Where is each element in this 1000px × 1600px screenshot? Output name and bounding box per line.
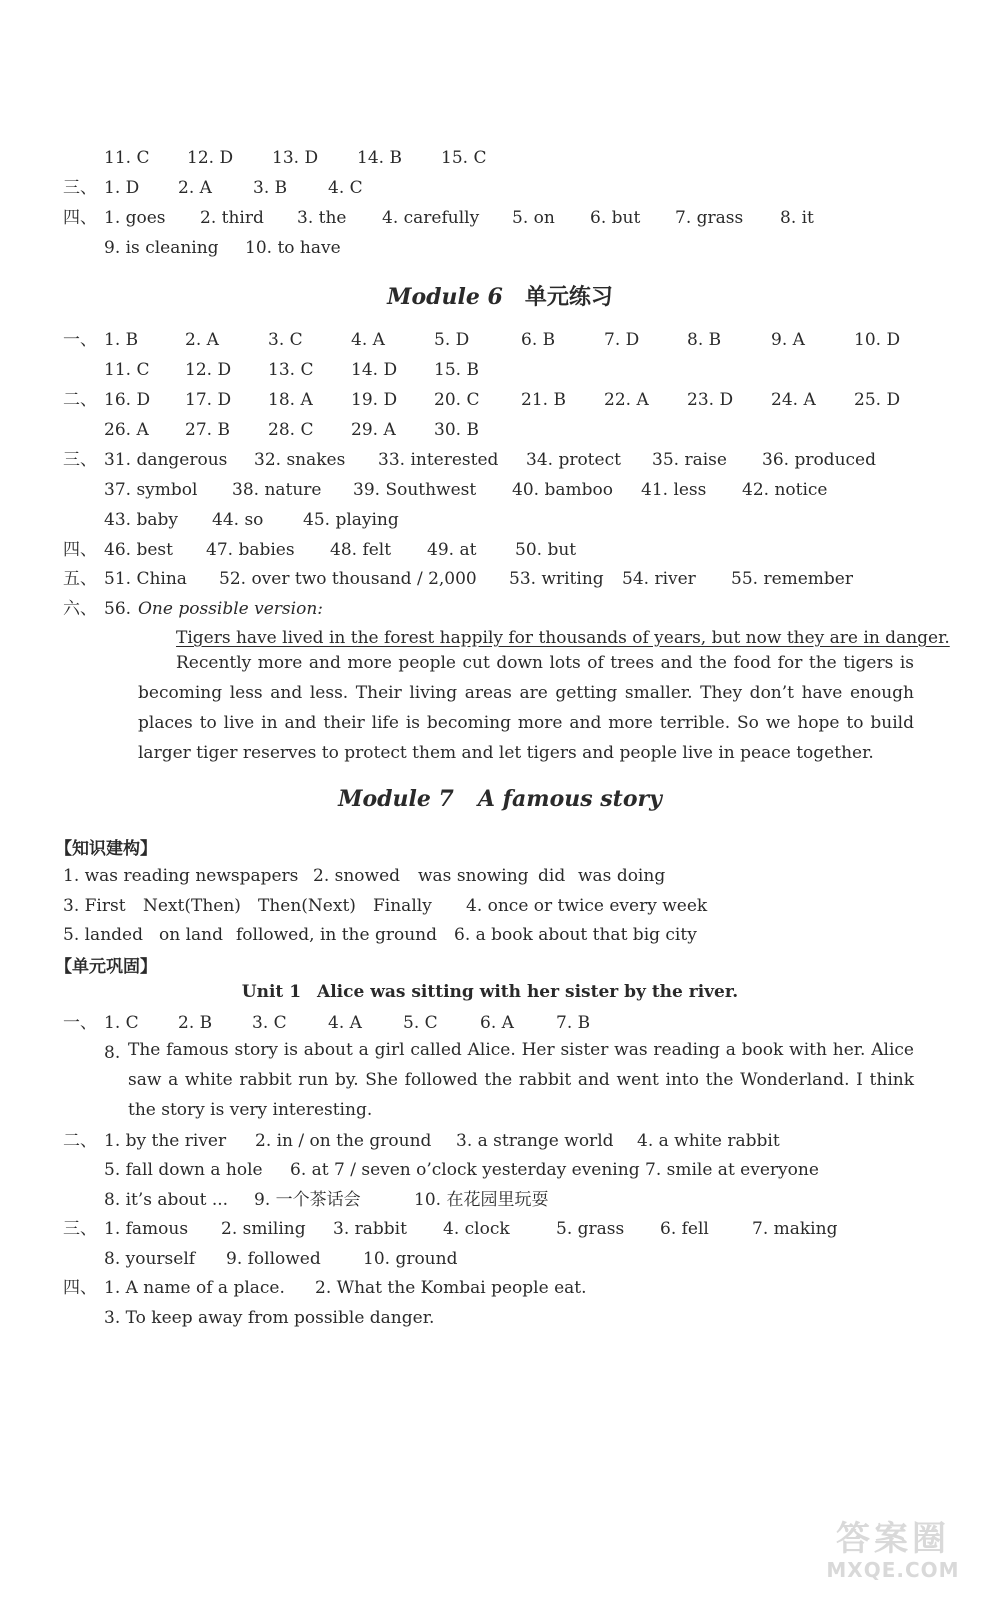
u1-s2-row2 bbox=[0, 1158, 1000, 1182]
answer-item: was snowing bbox=[418, 866, 529, 886]
answer-item: 2. smiling bbox=[221, 1219, 306, 1239]
answer-item: 5. C bbox=[403, 1013, 438, 1033]
section-bracket-consolidation: 【单元巩固】 bbox=[55, 957, 157, 977]
m6-s1-row2 bbox=[0, 358, 1000, 382]
m6-s1-row1 bbox=[0, 328, 1000, 352]
answer-item: 10. ground bbox=[363, 1249, 458, 1269]
module7-title bbox=[0, 786, 1000, 812]
u1-s3-row1 bbox=[0, 1217, 1000, 1241]
answer-item: 3. a strange world bbox=[456, 1131, 614, 1151]
answer-item: 8. it’s about ... bbox=[104, 1190, 229, 1210]
answer-item: 4. once or twice every week bbox=[466, 896, 708, 916]
top-row-4 bbox=[0, 236, 1000, 260]
site-watermark bbox=[808, 1520, 978, 1590]
answer-item: 45. playing bbox=[303, 510, 399, 530]
u1-q8-num: 8. bbox=[104, 1043, 121, 1063]
answer-item: 2. third bbox=[200, 208, 264, 228]
section-bracket-knowledge: 【知识建构】 bbox=[55, 839, 157, 859]
answer-item: 7. making bbox=[752, 1219, 838, 1239]
section-label: 一、 bbox=[63, 330, 97, 350]
answer-item: 31. dangerous bbox=[104, 450, 228, 470]
answer-item: 14. D bbox=[351, 360, 398, 380]
answer-item: 26. A bbox=[104, 420, 149, 440]
answer-item: 46. best bbox=[104, 540, 173, 560]
module6-title-en: Module 6 bbox=[387, 284, 503, 310]
answer-item: 53. writing bbox=[509, 569, 604, 589]
answer-item: 22. A bbox=[604, 390, 649, 410]
answer-item: 10. D bbox=[854, 330, 901, 350]
answer-item: 7. smile at everyone bbox=[645, 1160, 819, 1180]
answer-item: 23. D bbox=[687, 390, 734, 410]
answer-item: 1. D bbox=[104, 178, 140, 198]
answer-item: 6. a book about that big city bbox=[454, 925, 697, 945]
m6-s3-row2 bbox=[0, 478, 1000, 502]
answer-item: 3. To keep away from possible danger. bbox=[104, 1308, 435, 1328]
answer-item: 11. C bbox=[104, 148, 150, 168]
section-label: 二、 bbox=[63, 1131, 97, 1151]
answer-item: 49. at bbox=[427, 540, 477, 560]
answer-item: 8. it bbox=[780, 208, 814, 228]
answer-item: 8. yourself bbox=[104, 1249, 196, 1269]
m6-s3-row1 bbox=[0, 448, 1000, 472]
m6-s2-row2 bbox=[0, 418, 1000, 442]
answer-item: 39. Southwest bbox=[353, 480, 477, 500]
m6-s5-row1 bbox=[0, 567, 1000, 591]
answer-item: 12. D bbox=[185, 360, 232, 380]
answer-item: 7. D bbox=[604, 330, 640, 350]
answer-item: 1. was reading newspapers bbox=[63, 866, 299, 886]
section-label: 四、 bbox=[63, 1278, 97, 1298]
answer-item: 2. in / on the ground bbox=[255, 1131, 432, 1151]
answer-item: 37. symbol bbox=[104, 480, 198, 500]
module6-title-cn: 单元练习 bbox=[524, 284, 613, 310]
section-label: 四、 bbox=[63, 540, 97, 560]
answer-item: 21. B bbox=[521, 390, 566, 410]
answer-item: 3. B bbox=[253, 178, 288, 198]
answer-item: 13. D bbox=[272, 148, 319, 168]
answer-item: 42. notice bbox=[742, 480, 828, 500]
answer-item: 9. followed bbox=[226, 1249, 321, 1269]
answer-item: 2. snowed bbox=[313, 866, 401, 886]
answer-item: 41. less bbox=[641, 480, 707, 500]
answer-item: 6. at 7 / seven o’clock yesterday evening bbox=[290, 1160, 640, 1180]
answer-item: 2. A bbox=[178, 178, 212, 198]
answer-item: 1. A name of a place. bbox=[104, 1278, 285, 1298]
section-label: 三、 bbox=[63, 1219, 97, 1239]
u1-s4-row2 bbox=[0, 1306, 1000, 1330]
answer-item: 4. clock bbox=[443, 1219, 510, 1239]
answer-item: 4. C bbox=[328, 178, 363, 198]
answer-item: 2. A bbox=[185, 330, 219, 350]
answer-item: 10. 在花园里玩耍 bbox=[414, 1190, 549, 1210]
essay-paragraph: Recently more and more people cut down lots of trees and the food for the tigers is becoming less and less. Their living areas are getting smaller. They don’t have enough places to live in and their life is becoming more and more terrible. So we hope to build larger tiger reserves to protect them and let tigers and people live in peace together. bbox=[138, 653, 914, 763]
answer-item: 1. by the river bbox=[104, 1131, 227, 1151]
answer-item: 20. C bbox=[434, 390, 480, 410]
answer-item: 6. fell bbox=[660, 1219, 709, 1239]
answer-item: Then(Next) bbox=[258, 896, 356, 916]
answer-item: 15. B bbox=[434, 360, 479, 380]
answer-item: 3. C bbox=[252, 1013, 287, 1033]
m7-k-row2 bbox=[0, 894, 1000, 918]
answer-item: 34. protect bbox=[526, 450, 621, 470]
answer-item: 6. B bbox=[521, 330, 556, 350]
answer-item: on land bbox=[159, 925, 223, 945]
answer-item: 35. raise bbox=[652, 450, 727, 470]
top-row-2 bbox=[0, 176, 1000, 200]
answer-item: 9. A bbox=[771, 330, 805, 350]
answer-item: 7. B bbox=[556, 1013, 591, 1033]
answer-item: 29. A bbox=[351, 420, 396, 440]
answer-item: 24. A bbox=[771, 390, 816, 410]
answer-item: 11. C bbox=[104, 360, 150, 380]
answer-item: 38. nature bbox=[232, 480, 322, 500]
answer-item: did bbox=[538, 866, 566, 886]
watermark-logo-text: 答案圈 bbox=[836, 1519, 950, 1559]
answer-item: 30. B bbox=[434, 420, 479, 440]
answer-item: 4. a white rabbit bbox=[637, 1131, 780, 1151]
answer-item: 6. A bbox=[480, 1013, 514, 1033]
answer-item: 16. D bbox=[104, 390, 151, 410]
u1-q8-answer: The famous story is about a girl called Alice. Her sister was reading a book with her. Alice saw a white rabbit run by. She followed the rabbit and went into the Wonderland. I think the story is very interesting. bbox=[128, 1040, 914, 1120]
answer-item: 5. landed bbox=[63, 925, 143, 945]
u1-s4-row1 bbox=[0, 1276, 1000, 1300]
u1-s3-row2 bbox=[0, 1247, 1000, 1271]
answer-item: 43. baby bbox=[104, 510, 178, 530]
answer-item: 10. to have bbox=[245, 238, 341, 258]
answer-item: 1. famous bbox=[104, 1219, 189, 1239]
answer-item: 4. A bbox=[328, 1013, 362, 1033]
m7-k-row1 bbox=[0, 864, 1000, 888]
answer-item: 28. C bbox=[268, 420, 314, 440]
m6-s3-row3 bbox=[0, 508, 1000, 532]
section-label: 二、 bbox=[63, 390, 97, 410]
m7-k-row3 bbox=[0, 923, 1000, 947]
essay-topic-sentence: Tigers have lived in the forest happily for thousands of years, but now they are in danger. bbox=[176, 628, 950, 648]
answer-item: 27. B bbox=[185, 420, 230, 440]
watermark-url: MXQE.COM bbox=[826, 1558, 960, 1582]
top-row-3 bbox=[0, 206, 1000, 230]
answer-item: 3. rabbit bbox=[333, 1219, 407, 1239]
section-label: 一、 bbox=[63, 1013, 97, 1033]
answer-item: 36. produced bbox=[762, 450, 876, 470]
answer-item: 6. but bbox=[590, 208, 641, 228]
answer-item: 5. fall down a hole bbox=[104, 1160, 263, 1180]
answer-item: 9. is cleaning bbox=[104, 238, 219, 258]
answer-item: 2. What the Kombai people eat. bbox=[315, 1278, 587, 1298]
answer-item: 5. D bbox=[434, 330, 470, 350]
module6-title bbox=[0, 280, 1000, 311]
answer-item: 52. over two thousand / 2,000 bbox=[219, 569, 477, 589]
answer-item: 55. remember bbox=[731, 569, 853, 589]
answer-item: 48. felt bbox=[330, 540, 392, 560]
answer-item: 5. on bbox=[512, 208, 555, 228]
answer-item: Finally bbox=[373, 896, 432, 916]
answer-item: 54. river bbox=[622, 569, 696, 589]
answer-item: followed, in the ground bbox=[236, 925, 437, 945]
answer-item: 3. First bbox=[63, 896, 126, 916]
answer-item: 51. China bbox=[104, 569, 187, 589]
answer-item: 13. C bbox=[268, 360, 314, 380]
top-row-1 bbox=[0, 146, 1000, 170]
answer-item: 17. D bbox=[185, 390, 232, 410]
answer-item: 15. C bbox=[441, 148, 487, 168]
answer-item: was doing bbox=[578, 866, 666, 886]
answer-item: 4. carefully bbox=[382, 208, 480, 228]
answer-item: 40. bamboo bbox=[512, 480, 613, 500]
answer-item: 32. snakes bbox=[254, 450, 346, 470]
answer-item: 18. A bbox=[268, 390, 313, 410]
answer-item: 44. so bbox=[212, 510, 264, 530]
answer-item: 14. B bbox=[357, 148, 402, 168]
answer-item: 9. 一个茶话会 bbox=[254, 1190, 361, 1210]
answer-item: 25. D bbox=[854, 390, 901, 410]
answer-item: Next(Then) bbox=[143, 896, 241, 916]
answer-item: 1. C bbox=[104, 1013, 139, 1033]
answer-item: 33. interested bbox=[378, 450, 499, 470]
section-label: 四、 bbox=[63, 208, 97, 228]
answer-item: 1. B bbox=[104, 330, 139, 350]
unit1-title-num: Unit 1 bbox=[241, 982, 302, 1002]
answer-item: 3. C bbox=[268, 330, 303, 350]
unit1-title bbox=[0, 982, 980, 1002]
u1-s2-row1 bbox=[0, 1129, 1000, 1153]
answer-note: One possible version: bbox=[138, 599, 323, 619]
answer-item: 3. the bbox=[297, 208, 347, 228]
section-label: 三、 bbox=[63, 178, 97, 198]
answer-item: 4. A bbox=[351, 330, 385, 350]
answer-item: 8. B bbox=[687, 330, 722, 350]
m6-s2-row1 bbox=[0, 388, 1000, 412]
module7-title-sub: A famous story bbox=[477, 786, 662, 812]
m6-s6-row1 bbox=[0, 597, 1000, 621]
answer-item: 56. bbox=[104, 599, 132, 619]
answer-item: 12. D bbox=[187, 148, 234, 168]
answer-item: 7. grass bbox=[675, 208, 744, 228]
answer-item: 19. D bbox=[351, 390, 398, 410]
answer-item: 2. B bbox=[178, 1013, 213, 1033]
answer-item: 1. goes bbox=[104, 208, 166, 228]
module7-title-en: Module 7 bbox=[338, 786, 454, 812]
answer-item: 50. but bbox=[515, 540, 577, 560]
answer-item: 47. babies bbox=[206, 540, 295, 560]
section-label: 六、 bbox=[63, 599, 97, 619]
answer-item: 5. grass bbox=[556, 1219, 625, 1239]
u1-s2-row3 bbox=[0, 1188, 1000, 1212]
u1-s1-row1 bbox=[0, 1011, 1000, 1035]
section-label: 五、 bbox=[63, 569, 97, 589]
section-label: 三、 bbox=[63, 450, 97, 470]
unit1-title-sub: Alice was sitting with her sister by the river. bbox=[317, 982, 739, 1002]
m6-s4-row1 bbox=[0, 538, 1000, 562]
